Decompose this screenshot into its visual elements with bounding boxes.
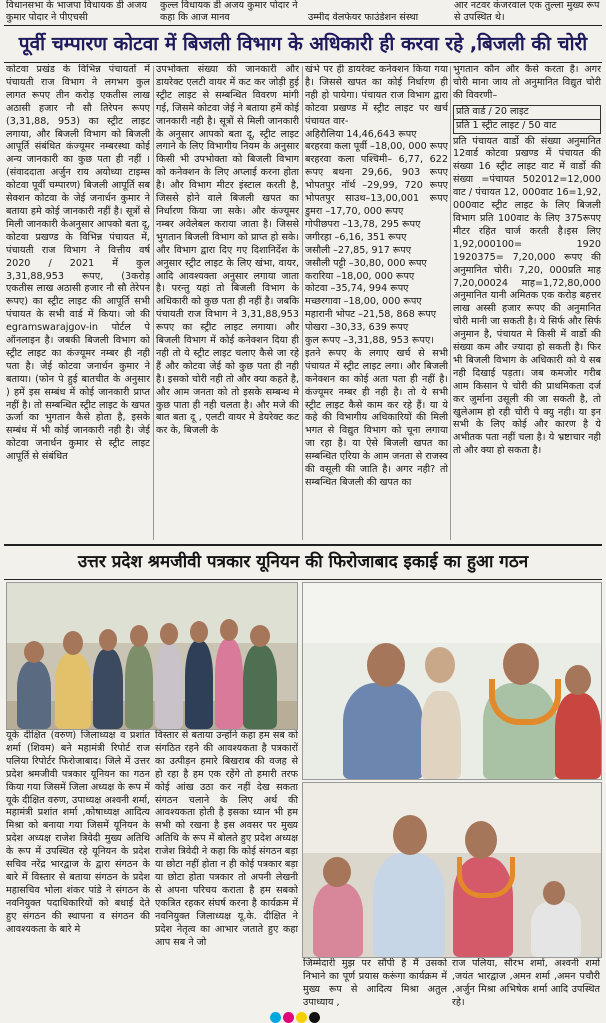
head bbox=[130, 625, 148, 647]
garlanding-photo bbox=[302, 582, 602, 780]
cost-line: मच्छरगावा –18,00, 000 रूपए bbox=[305, 296, 422, 308]
head bbox=[190, 621, 208, 643]
article2-col1 bbox=[6, 730, 150, 1020]
cost-line: जगीरहा –6,16, 351 रूपए bbox=[305, 231, 407, 243]
article1-col2-text: उपभोक्ता संख्या की जानकारी और डायरेक्ट एलटी वायर में कट कर जोड़ी हुई स्ट्रीट लाइट से सम्बन्धित विवरण मांगी गई, जिसमे कोटवा जेई ने बताया हमें कोई जानकारी नही है। सूत्रों से मिली जानकारी के अनुसार आपको बता दू, स्ट्रीट लाइट लगाने के लिए विभागीय नियम के अनुसार किसी भी उपभोक्ता को बिजली विभाग को कनेक्शन के लिए अप्लाई करना होता है। और विभाग मीटर इंस्टाल करती है, जिससे होने वाले बिजली खपत का निर्धारण किया जा सके। और कंज्यूमर नम्बर अवेलेबल कराया जाता है। जिससे भुगतान बिजली विभाग को प्राप्त हो सके। और विभाग द्वारा दिए गए दिशानिर्देश के अनुसार स्ट्रीट लाइट के लिए खंभा, वायर, आदि आवश्यक्ता अनुसार लगाया जाता है। परन्तु यहां तो बिजली विभाग के अधिकारी को कुछ पता ही नहीं है। जबकि पंचायती राज विभाग ने 3,31,88,953 रूपए का स्ट्रीट लाइट लगाया। और बिजली विभाग में कोई कनेक्शन दिया ही नही तो ये स्ट्रीट लाइट चलाए कैसे जा रहे हैं और कोटवा जेई को कुछ पता ही नही है। इसको चोरी नही तो और क्या कहते है, और आम जनता को तो इसके सम्बन्ध मे कुछ पाता ही नही चलता है। और मजे की बात बता दू , एलटी वायर मे डेयरेक्ट कट कर के, बिजली के bbox=[156, 64, 299, 437]
person bbox=[531, 901, 581, 957]
head bbox=[393, 815, 427, 855]
head bbox=[323, 857, 351, 887]
person bbox=[555, 693, 601, 779]
person bbox=[185, 641, 213, 729]
person bbox=[215, 639, 243, 729]
cost-line: पोखरा –30,33, 639 रूपए bbox=[305, 322, 409, 334]
person bbox=[125, 645, 153, 729]
main-headline: पूर्वी चम्पारण कोटवा में बिजली विभाग के अधिकारी ही करवा रहे ,बिजली की चोरी bbox=[18, 33, 588, 55]
person bbox=[243, 645, 277, 729]
registration-mark-yellow bbox=[296, 1012, 307, 1023]
cost-line: महारानी भोपट –21,58, 868 रूपए bbox=[305, 309, 437, 321]
cost-total: कुल रूपए –3,31,88, 953 रूपए। bbox=[305, 335, 434, 347]
cost-line: जसौली पट्टी –30,80, 000 रूपए bbox=[305, 257, 427, 269]
cost-line: बरहरवा कला पूर्वी –18,00, 000 रूपए बरहरवा कला पश्चिमी– 6,77, 622 रूपए बथना 29,66, 903 रूपए भोपतपुर नॉर्थ –29,99, 720 रूपए भोपतपुर साउथ–13,00,001 रूपए डुमरा –17,70, 000 रूपए bbox=[305, 141, 448, 217]
headline-rule bbox=[4, 62, 602, 63]
person bbox=[421, 691, 461, 779]
article2-col1-text: यूके दीक्षित (वरुण) जिलाध्यक्ष व प्रशांत शर्मा (शिवम) बने महामंत्री रिपोर्ट राज पलिया रिपोर्टर फिरोजाबाद। जिले में उत्तर प्रदेश श्रमजीवी पत्रकार यूनियन का गठन किया गया जिसमें जिला अध्यक्ष के रूप में यूके दीक्षित वरुण, उपाध्यक्ष अश्वनी शर्मा, महामंत्री प्रशांत शर्मा ,कोषाध्यक्ष आदित्य मिश्रा को बनाया गया जिसमें यूनियन के प्रदेश अध्यक्ष राजेश त्रिवेदी मुख्य अतिथि के रूप में उपस्थित रहे यूनियन के प्रदेश सचिव नरेंद्र भारद्वाज के द्वारा संगठन के बारे में विस्तार से बताया संगठन के प्रदेश महासचिव भोला शंकर पांडे ने संगठन के नवनियुक्त पदाधिकारियों को बधाई देते हुए संगठन की स्थापना व संगठन की आवश्यकता के बारे मे bbox=[6, 730, 150, 935]
head bbox=[24, 641, 44, 663]
registration-mark-black bbox=[309, 1012, 320, 1023]
head bbox=[465, 821, 497, 859]
registration-mark-magenta bbox=[283, 1012, 294, 1023]
top-strip-col4: आर नटवर कंजरवाल एक तुल्ला मुख्य रूप से उपस्थित थे। bbox=[454, 0, 600, 23]
top-strip-col3: उम्मीद वेलफेयर फाउंडेशन संस्था bbox=[308, 12, 419, 23]
head bbox=[565, 665, 591, 695]
article1-col1-text: कोटवा प्रखंड के विभिन्न पंचायतों में पंचायती राज विभाग ने लगभग कुल लागत रूपए तीन करोड़ एकतीस लाख अठासी हजार नौ सौ तिरेपन रूपए (3,31,88, 953) का स्ट्रीट लाइट लगाया, और बिजली विभाग को बिजली आपूर्ति संबंधित कंज्यूमर नम्बरस्था कोई अन्य जानकारी का कुछ पता ही नहीं । (संवाददाता अर्जुन राय अयोध्या टाइम्स कोटवा पूर्वी चम्पारण) बिजली आपूर्ति सब सेक्शन कोटवा के जेई जनार्धन कुमार ने बताया हमे कोई जानकारी नहीं है। सूत्रों से मिली जानकारी केअनुसार आपको बता दू, कोटवा प्रखण्ड के विभिन्न पंचायत में, पंचायती राज विभाग ने वित्तीय वर्ष 2020 / 2021 में कुल 3,31,88,953 रूपए, (3करोड़ एकतीस लाख अठासी हजार नौ सौ तेरेपन रूपए) का स्ट्रीट लाइट की आपूर्ति सभी पंचायत के सभी वार्ड में किया। जो की egramswarajgov-in पोर्टल पे ऑनलाइन है। जबकी बिजली विभाग को स्ट्रीट लाइट का कंज्यूमर नम्बर ही नही पता है। जेई कोटवा जनार्धन कुमार ने बताया। (फोन पे हुई बातचीत के अनुसार ) हमें इस सम्बंध में कोई जानकारी प्राप्त नहीं है। तो सम्बन्धित स्ट्रीट लाइट के खपत ऊर्जा का भुगतान कैसे होता है, इसके सम्बंध में भी कोई जानकारी नही है। जेई कोटवा जनार्धन कुमार से स्ट्रीट लाइट आपूर्ति से संबंधित bbox=[6, 64, 150, 463]
head bbox=[220, 619, 238, 641]
cost-line: अहिरौलिया 14,46,643 रूपए bbox=[305, 128, 417, 140]
article2-col4 bbox=[452, 958, 600, 1022]
article2-col4-text: राज पलिया, सौरभ शर्मा, अश्वनी शर्मा ,जयंत भारद्वाज ,अमन शर्मा ,अमन पचौरी ,अर्जुन मिश्रा अभिषेक शर्मा आदि उपस्थित रहे। bbox=[452, 958, 600, 1008]
head bbox=[543, 881, 565, 905]
top-strip-col1: विधानसभा के भाजपा विधायक डी अजय कुमार पोदार ने पीएचसी bbox=[6, 0, 147, 23]
article1-col3 bbox=[305, 64, 448, 542]
person bbox=[373, 853, 445, 957]
article1-col4-rest: प्रति पंचायत वार्डो की संख्या अनुमानित 12वार्ड कोटवा प्रखण्ड में पंचायत की संख्या 16 स्ट्रीट लाइट वाट में वार्डो की संख्या =पंचायत 502012=12,000 वाट / पंचायत 12, 000वाट 16=1,92, 000वाट स्ट्रीट लाइट के लिए बिजली विभाग प्रति 100वाट के लिए 375रूपए मीटर रहित चार्ज करती है।इस लिए 1,92,000100= 1920 1920375= 7,20,000 रूपए की अनुमानित चोरी। 7,20, 000प्रति माह 7,20,00024 माह=1,72,80,000 अनुमानित यानी अमितक एक करोड़ बहत्तर लाख अस्सी हजार रूपए की अनुमानित चोरी मानी जा सकती है। ये सिर्फ और सिर्फ अनुमान है, पंचायत मे किसी में वार्डो की संख्या कम और ज्यादा हो सकती है। फिर भी बिजली विभाग के अधिकारी को ये सब नही दिखाई पड़ता। जब कमजोर गरीब आम किसान पे चोरी की प्राथमिकता दर्ज कर जुर्माना उसूली की जा सकती है, तो खुलेआम हो रही चोरी पे क्यु नही। या इन सभी के लिए कोई और कारण है ये अभीतक पता नहीं चला है। ये भ्रष्टाचार नही तो और क्या हो सकता है। bbox=[453, 135, 601, 457]
column-rule bbox=[153, 66, 154, 540]
section-rule-bottom bbox=[4, 579, 602, 580]
group-photo bbox=[6, 582, 298, 730]
article1-col2 bbox=[156, 64, 299, 542]
head bbox=[250, 625, 270, 647]
article2-col3 bbox=[303, 958, 447, 1022]
head bbox=[367, 643, 405, 687]
cost-line: जसौली –27,85, 917 रूपए bbox=[305, 244, 412, 256]
cost-line: गोपीछपरा –13,78, 295 रूपए bbox=[305, 218, 421, 230]
cost-line: कोटवा –35,74, 994 रूपए bbox=[305, 283, 409, 295]
person bbox=[93, 649, 123, 729]
person bbox=[313, 883, 363, 957]
registration-mark-cyan bbox=[270, 1012, 281, 1023]
second-garlanding-photo bbox=[302, 782, 602, 958]
person bbox=[155, 643, 183, 729]
section-headline: उत्तर प्रदेश श्रमजीवी पत्रकार यूनियन की फिरोजाबाद इकाई का हुआ गठन bbox=[77, 552, 529, 572]
article2-col3-text: जिम्मेदारी मुझ पर सौंपी है मैं उसको निभाने का पूर्ण प्रयास करूंगा कार्यक्रम में मुख्य रूप से आदित्य मिश्रा अतुल उपाध्याय , bbox=[303, 958, 447, 1008]
article2-col2 bbox=[155, 730, 298, 1020]
wall bbox=[303, 783, 601, 853]
person bbox=[17, 661, 51, 729]
head bbox=[63, 631, 83, 655]
poster bbox=[303, 583, 601, 643]
head bbox=[425, 647, 455, 683]
column-rule bbox=[450, 66, 451, 540]
calc-table-row: प्रति 1 स्ट्रीट लाइट / 50 वाट bbox=[456, 119, 557, 131]
calc-table-row: प्रति वार्ड / 20 लाइट bbox=[454, 106, 600, 120]
head bbox=[99, 629, 117, 651]
article1-col4-intro: भुगतान कौन और कैसे करता है। अगर चोरी माना जाय तो अनुमानित विद्युत चोरी की विवरणी– bbox=[453, 64, 601, 101]
person bbox=[55, 653, 91, 729]
article1-col1 bbox=[6, 64, 150, 542]
column-rule bbox=[302, 66, 303, 540]
calc-table bbox=[453, 105, 601, 134]
article1-col3-outro: इतने रूपए के लगाए खर्च से सभी पंचायत में स्ट्रीट लाइट लगा। और बिजली कनेक्शन का कोई अता पता ही नहीं है। कंज्यूमर नम्बर ही नही है। तो ये सभी स्ट्रीट लाइट कैसे काम कर रहे हैं। या ये कहे की विभागीय अधिकारियों की मिली भगत से विद्युत विभाग को चूना लगाया जा रहा है। या ऐसे बिजली खपत का सम्बन्धित एरिया के आम जनता से राजस्व की वसूली की जाति है। अगर नही? तो सम्बन्धित बिजली की खपत का bbox=[305, 347, 448, 488]
article1-col3-intro: खंभे पर ही डायरेक्ट कनेक्शन किया गया है। जिससे खपत का कोई निर्धारण ही नही हो पायेगा। पंचायत राज विभाग द्वारा कोटवा प्रखण्ड में स्ट्रीट लाइट पर खर्च पंचायत वार- bbox=[305, 64, 448, 127]
cost-line: करारिया –18,00, 000 रूपए bbox=[305, 270, 415, 282]
garland bbox=[457, 857, 515, 898]
article1-col4 bbox=[453, 64, 601, 542]
head bbox=[160, 623, 178, 645]
article2-col2-text: विस्तार से बताया उन्होंने कहा हम सब को संगठित रहने की आवश्यकता है पत्रकारों का उत्पीड़न हमारे बिखराब की वजह से हो रहा है हम एक रहेंगे तो हमारी तरफ कोई आंख उठा कर नहीं देख सकता संगठन चलाने के लिए अर्थ की आवश्यकता होती है इसका ध्यान भी हम सभी को रखना है इस अवसर पर मुख्य अतिथि के रूप में बोलते हुए प्रदेश अध्यक्ष राजेश त्रिवेदी ने कहा कि कोई संगठन बड़ा या छोटा नहीं होता न ही कोई पत्रकार बड़ा या छोटा होता पत्रकार तो अपनी लेखनी से अपना परिचय कराता है हम सबको एकत्रित रहकर संघर्ष करना है कार्यक्रम में नवनियुक्त जिलाध्यक्ष यू.के. दीक्षित ने प्रदेश नेतृत्व का आभार जताते हुए कहा आप सब ने जो bbox=[155, 730, 298, 948]
top-strip-col2: कुल्ल विधायक डी अजय कुमार पोदार ने कहा कि आज मानव bbox=[160, 0, 298, 23]
person bbox=[343, 683, 423, 779]
